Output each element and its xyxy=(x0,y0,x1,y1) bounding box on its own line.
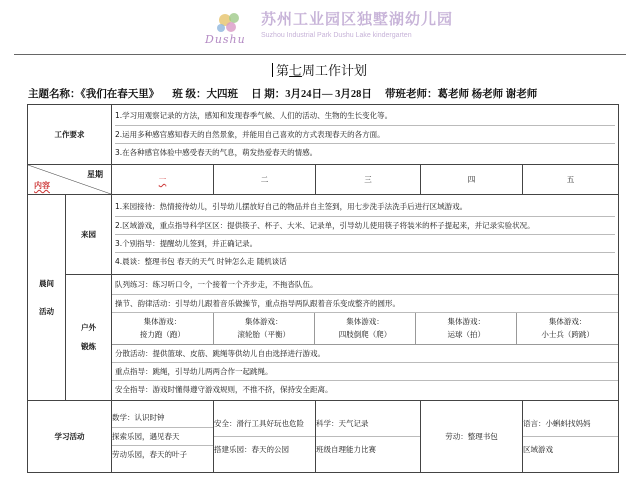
day-header-5: 五 xyxy=(523,165,619,195)
weekday-label: 星期 xyxy=(87,170,103,179)
learning-day-5[interactable] xyxy=(523,401,619,473)
teachers: 带班老师：葛老师 杨老师 谢老师 xyxy=(385,89,538,100)
day-header-3: 三 xyxy=(316,165,421,195)
group-game xyxy=(517,313,618,344)
game-name: 接力跑（跑） xyxy=(139,330,185,340)
game-title: 集体游戏： xyxy=(447,316,485,326)
learning-day-1[interactable] xyxy=(112,401,214,473)
title-suffix: 周工作计划 xyxy=(302,63,368,78)
group-game xyxy=(213,313,314,344)
exercise-activity: 操节、韵律活动：引导幼儿跟着音乐做操节，重点指导两队跟着音乐变成整齐的圆形。 xyxy=(112,295,618,313)
learning-item: 探索乐园，遇见春天 xyxy=(112,428,213,446)
requirement-item: 1.学习用观察记录的方法，感知和发现春季气候、人们的活动、生物的生长变化等。 xyxy=(115,107,615,125)
page-title[interactable] xyxy=(272,60,367,79)
logo-english-name: Suzhou Industrial Park Dushu Lake kindergarten xyxy=(261,32,412,39)
learning-day-3[interactable] xyxy=(316,401,421,473)
arrival-item: 4.晨谈：整理书包 春天的天气 时钟怎么走 随机谈话 xyxy=(115,257,287,267)
requirement-item: 3.在各种感官体验中感受春天的气息，萌发热爱春天的情感。 xyxy=(115,148,318,158)
learning-item: 班级自理能力比赛 xyxy=(316,445,376,454)
content-label: 内容 xyxy=(34,181,50,190)
header-diagonal-cell xyxy=(28,165,112,195)
morning-label-a: 晨间 xyxy=(39,278,54,288)
title-week-number: 七 xyxy=(289,63,303,78)
game-title: 集体游戏： xyxy=(143,316,182,326)
day-text: 一 xyxy=(158,174,167,184)
outdoor-label-a: 户外 xyxy=(81,323,96,333)
group-game xyxy=(112,313,213,344)
plan-meta xyxy=(28,86,618,101)
text-cursor xyxy=(272,63,273,77)
learning-activity-label: 学习活动 xyxy=(28,401,112,473)
learning-day-2[interactable] xyxy=(214,401,316,473)
title-prefix: 第 xyxy=(276,63,290,78)
game-title: 集体游戏： xyxy=(245,316,283,326)
learning-item: 语言：小蝌蚪找妈妈 xyxy=(523,411,618,437)
work-requirements[interactable] xyxy=(112,105,619,165)
theme-name: 主题名称：《我们在春天里》 xyxy=(28,89,160,100)
learning-item: 搭建乐园：春天的公园 xyxy=(214,445,289,454)
work-requirements-label: 工作要求 xyxy=(28,105,112,165)
day-header-1 xyxy=(112,165,214,195)
game-name: 运球（拍） xyxy=(447,330,485,340)
group-game xyxy=(416,313,517,344)
learning-item: 劳动乐园，春天的叶子 xyxy=(112,450,187,460)
outdoor-label xyxy=(66,275,112,401)
morning-label-b: 活动 xyxy=(39,306,54,316)
learning-item: 安全：滑行工具好玩也危险 xyxy=(214,411,315,437)
requirement-item: 2.运用多种感官感知春天的自然景象，并能用自己喜欢的方式表现春天的各方面。 xyxy=(115,126,615,144)
queue-practice: 队列练习：练习听口令，一个接着一个齐步走，不拖沓队伍。 xyxy=(112,276,618,294)
day-header-2: 二 xyxy=(214,165,316,195)
dispersed-activity: 分散活动：提供篮球、皮筋、跳绳等供幼儿自由选择进行游戏。 xyxy=(112,345,618,363)
arrival-item: 3.个别指导：提醒幼儿签到，并正确记录。 xyxy=(115,235,615,253)
game-title: 集体游戏： xyxy=(548,316,587,326)
day-header-4: 四 xyxy=(421,165,523,195)
arrival-label: 来园 xyxy=(66,195,112,275)
learning-item: 数学：认识时钟 xyxy=(112,409,213,427)
header-divider xyxy=(14,54,626,55)
outdoor-label-b: 锻炼 xyxy=(81,342,96,352)
safety-guidance: 安全指导：游戏时懂得遵守游戏规则，不推不挤，保持安全距离。 xyxy=(115,385,333,395)
learning-item: 区域游戏 xyxy=(523,445,553,454)
learning-day-4[interactable]: 劳动：整理书包 xyxy=(421,401,523,473)
morning-activity-label xyxy=(28,195,66,401)
learning-item: 科学：天气记录 xyxy=(316,411,420,437)
arrival-content[interactable] xyxy=(112,195,619,275)
group-game xyxy=(314,313,415,344)
outdoor-content[interactable] xyxy=(112,275,619,401)
game-name: 四肢倒爬（爬） xyxy=(338,330,392,340)
game-name: 小士兵（跨跳） xyxy=(541,330,594,340)
focus-guidance: 重点指导：跳绳，引导幼儿两两合作一起跳绳。 xyxy=(112,363,618,381)
game-name: 滚轮胎（平衡） xyxy=(237,330,291,340)
date-range: 日 期：3月24日— 3月28日 xyxy=(251,89,372,100)
kindergarten-logo xyxy=(205,6,465,50)
arrival-item: 2.区域游戏，重点指导科学区区：提供筷子、杯子、大米、记录单，引导幼儿使用筷子将装米的杯子提起来，并记录实验状况。 xyxy=(115,217,615,235)
class-name: 班 级：大四班 xyxy=(172,89,238,100)
weekly-plan-table xyxy=(27,104,619,473)
arrival-item: 1.来园接待：热情接待幼儿，引导幼儿摆放好自己的物品并自主签到，用七步洗手法洗手后进行区域游戏。 xyxy=(115,198,615,216)
logo-chinese-name: 苏州工业园区独墅湖幼儿园 xyxy=(261,10,454,28)
group-games-row xyxy=(112,313,618,345)
game-title: 集体游戏： xyxy=(346,316,384,326)
logo-pinyin: Dushu xyxy=(205,33,246,46)
